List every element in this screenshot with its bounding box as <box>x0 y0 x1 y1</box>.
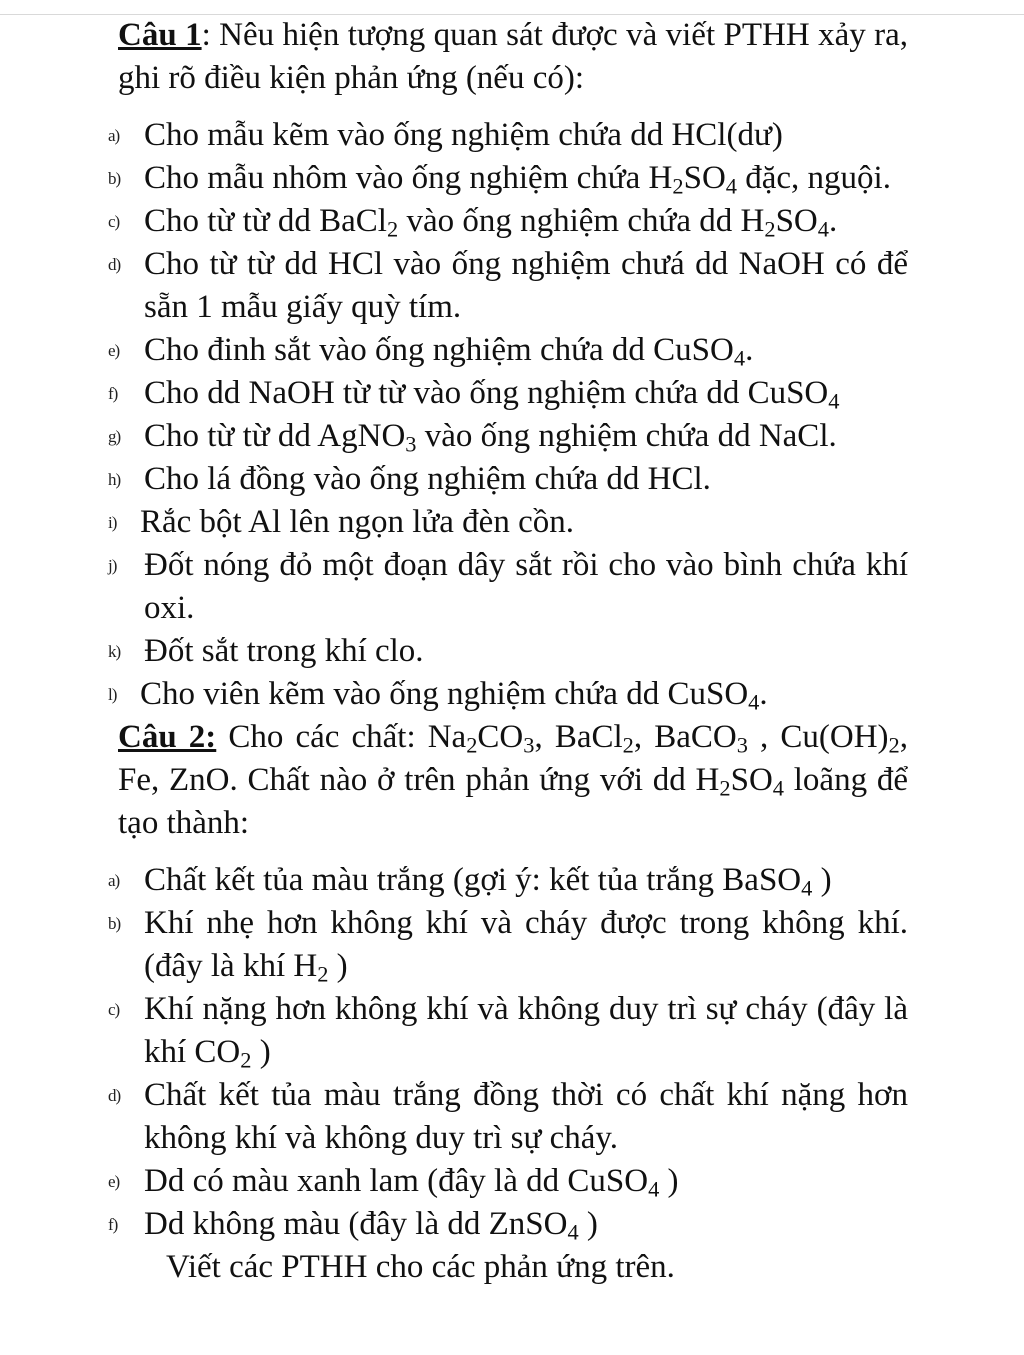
item-marker: f) <box>108 1215 118 1234</box>
item-marker: h) <box>108 470 121 489</box>
list-item: a) Cho mẫu kẽm vào ống nghiệm chứa dd HCl(dư) <box>118 114 908 157</box>
item-marker: b) <box>108 914 121 933</box>
list-item: f) Dd không màu (đây là dd ZnSO$_4$ ) <box>118 1203 908 1246</box>
list-item: l) Cho viên kẽm vào ống nghiệm chứa dd CuSO$_4$. <box>118 673 908 716</box>
list-item: k) Đốt sắt trong khí clo. <box>118 630 908 673</box>
item-marker: e) <box>108 341 120 360</box>
question-1-list <box>108 114 908 716</box>
item-marker: c) <box>108 212 120 231</box>
item-marker: a) <box>108 871 120 890</box>
question-1-prompt: Câu 1: Nêu hiện tượng quan sát được và viết PTHH xảy ra, ghi rõ điều kiện phản ứng (nếu có): <box>118 17 908 96</box>
list-item: d) Cho từ từ dd HCl vào ống nghiệm chưá dd NaOH có để sẵn 1 mẫu giấy quỳ tím. <box>118 243 908 329</box>
list-item: b) Khí nhẹ hơn không khí và cháy được trong không khí. (đây là khí $H_2$ ) <box>118 902 908 988</box>
item-marker: d) <box>108 255 121 274</box>
closing-instruction: Viết các PTHH cho các phản ứng trên. <box>166 1249 675 1285</box>
item-marker: j) <box>108 556 117 575</box>
item-marker: a) <box>108 126 120 145</box>
question-1-label: Câu 1 <box>118 17 202 53</box>
list-item: e) Cho đinh sắt vào ống nghiệm chứa dd CuSO$_4$. <box>118 329 908 372</box>
question-2-prompt: Câu 2: Cho các chất: $Na_2CO_3$, BaCl$_2$, BaCO$_3$ , $Cu(OH)_2$, Fe, ZnO. Chất nào ở trên phản ứng với dd $H_2SO_4$ loãng để tạo thành: <box>118 719 909 841</box>
item-marker: i) <box>108 513 117 532</box>
list-item: h) Cho lá đồng vào ống nghiệm chứa dd HCl. <box>118 458 908 501</box>
question-2-list <box>108 859 908 1246</box>
item-marker: k) <box>108 642 121 661</box>
item-marker: g) <box>108 427 121 446</box>
list-item: c) Cho từ từ dd BaCl$_2$ vào ống nghiệm chứa dd $H_2SO_4$. <box>118 200 908 243</box>
list-item: f) Cho dd NaOH từ từ vào ống nghiệm chứa dd CuSO$_4$ <box>118 372 908 415</box>
item-marker: b) <box>108 169 121 188</box>
list-item: c) Khí nặng hơn không khí và không duy trì sự cháy (đây là khí $CO_2$ ) <box>118 988 908 1074</box>
list-item: g) Cho từ từ dd AgNO$_3$ vào ống nghiệm chứa dd NaCl. <box>118 415 908 458</box>
item-marker: f) <box>108 384 118 403</box>
list-item: e) Dd có màu xanh lam (đây là dd CuSO$_4$ ) <box>118 1160 908 1203</box>
item-marker: l) <box>108 685 117 704</box>
list-item: i) Rắc bột Al lên ngọn lửa đèn cồn. <box>118 501 908 544</box>
list-item: a) Chất kết tủa màu trắng (gợi ý: kết tủa trắng BaSO$_4$ ) <box>118 859 908 902</box>
item-marker: d) <box>108 1086 121 1105</box>
list-item: b) Cho mẫu nhôm vào ống nghiệm chứa $H_2SO_4$ đặc, nguội. <box>118 157 908 200</box>
list-item: d) Chất kết tủa màu trắng đồng thời có chất khí nặng hơn không khí và không duy trì sự cháy. <box>118 1074 908 1160</box>
list-item: j) Đốt nóng đỏ một đoạn dây sắt rồi cho vào bình chứa khí oxi. <box>118 544 908 630</box>
item-marker: e) <box>108 1172 120 1191</box>
question-2-label: Câu 2: <box>118 719 217 755</box>
document-page <box>108 14 909 1289</box>
item-marker: c) <box>108 1000 120 1019</box>
